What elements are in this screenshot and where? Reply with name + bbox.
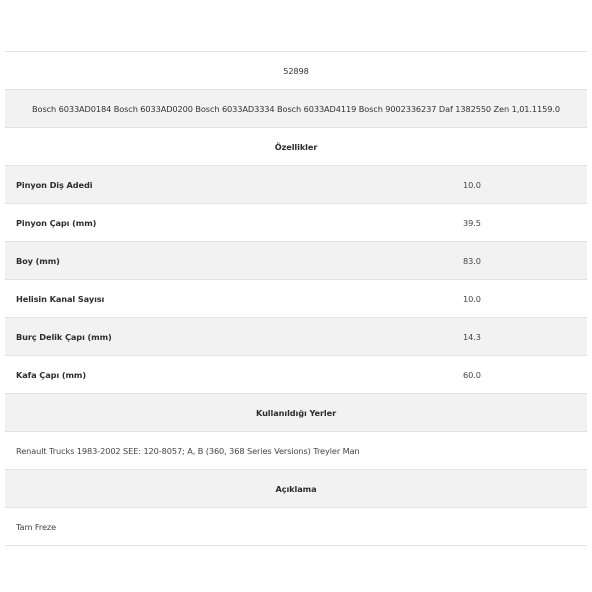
usage-header-row xyxy=(5,394,587,432)
spec-label: Boy (mm) xyxy=(16,255,60,266)
specs-heading: Özellikler xyxy=(274,141,318,152)
spec-value: 10.0 xyxy=(463,179,481,190)
spec-row xyxy=(5,242,587,280)
spec-label: Helisin Kanal Sayısı xyxy=(16,293,105,304)
part-number-row xyxy=(5,52,587,90)
spec-label: Kafa Çapı (mm) xyxy=(16,369,87,380)
usage-text: Renault Trucks 1983-2002 SEE: 120-8057; A, B (360, 368 Series Versions) Treyler Man xyxy=(16,445,360,456)
spec-row xyxy=(5,356,587,394)
spec-value: 14.3 xyxy=(463,331,481,342)
spec-label: Burç Delik Çapı (mm) xyxy=(16,331,112,342)
usage-row xyxy=(5,432,587,470)
product-details-table xyxy=(5,51,587,546)
spec-value: 10.0 xyxy=(463,293,481,304)
spec-row xyxy=(5,166,587,204)
spec-value: 39.5 xyxy=(463,217,481,228)
spec-label: Pinyon Diş Adedi xyxy=(16,179,93,190)
cross-reference-row xyxy=(5,90,587,128)
spec-row xyxy=(5,280,587,318)
spec-value: 83.0 xyxy=(463,255,481,266)
spec-row xyxy=(5,204,587,242)
spec-value: 60.0 xyxy=(463,369,481,380)
description-row xyxy=(5,508,587,546)
part-number: 52898 xyxy=(283,65,309,76)
cross-reference-list: Bosch 6033AD0184 Bosch 6033AD0200 Bosch 6033AD3334 Bosch 6033AD4119 Bosch 9002336237 Daf 1382550 Zen 1,01.1159.0 xyxy=(32,103,560,114)
description-text: Tam Freze xyxy=(16,521,57,532)
description-header-row xyxy=(5,470,587,508)
spec-row xyxy=(5,318,587,356)
description-heading: Açıklama xyxy=(275,483,317,494)
specs-header-row xyxy=(5,128,587,166)
spec-label: Pinyon Çapı (mm) xyxy=(16,217,97,228)
usage-heading: Kullanıldığı Yerler xyxy=(255,407,337,418)
